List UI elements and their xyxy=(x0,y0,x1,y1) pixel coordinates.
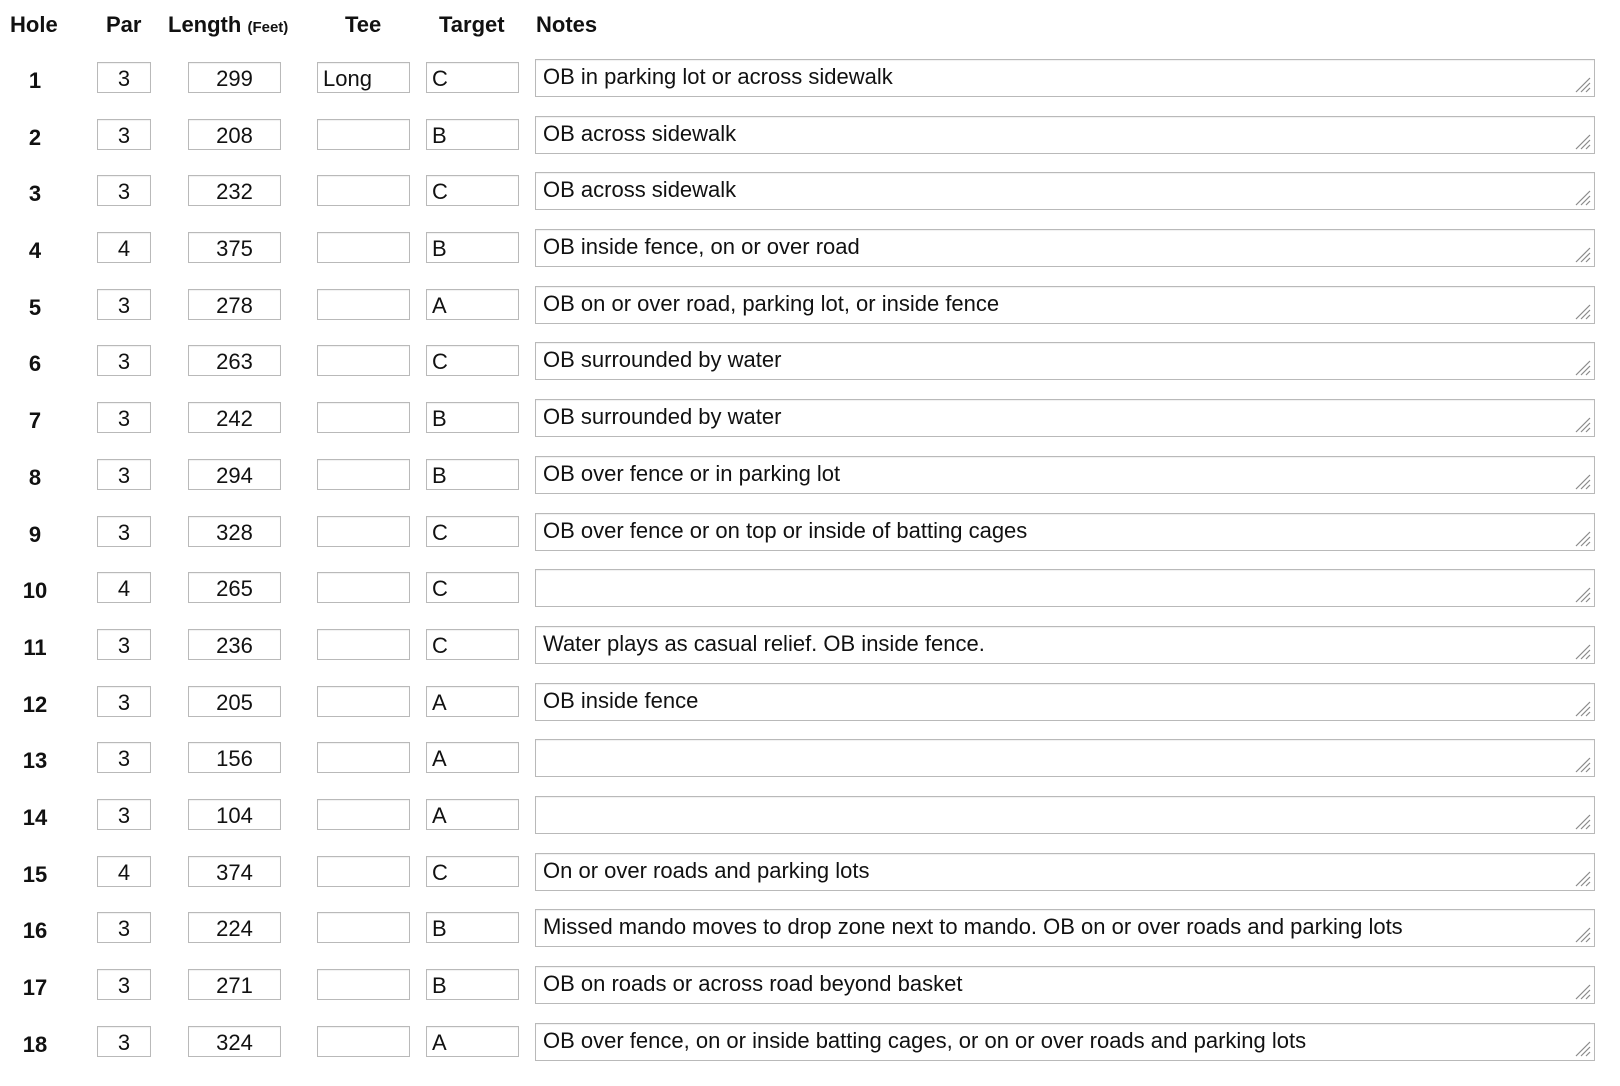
table-row xyxy=(0,506,1620,563)
tee-input[interactable] xyxy=(317,799,410,830)
resize-grip-icon[interactable] xyxy=(1573,472,1591,490)
header-length-unit: (Feet) xyxy=(247,19,289,36)
table-row xyxy=(0,222,1620,279)
par-input[interactable]: 3 xyxy=(97,459,151,490)
notes-textarea[interactable] xyxy=(535,626,1595,664)
tee-input[interactable] xyxy=(317,175,410,206)
target-input[interactable]: C xyxy=(426,62,519,93)
target-input[interactable]: C xyxy=(426,572,519,603)
table-row xyxy=(0,1016,1620,1073)
notes-textarea[interactable] xyxy=(535,796,1595,834)
table-row xyxy=(0,732,1620,789)
length-input[interactable]: 278 xyxy=(188,289,281,320)
target-input[interactable]: C xyxy=(426,856,519,887)
notes-textarea[interactable] xyxy=(535,399,1595,437)
tee-input[interactable] xyxy=(317,969,410,1000)
hole-rows xyxy=(0,52,1620,1072)
resize-grip-icon[interactable] xyxy=(1573,415,1591,433)
resize-grip-icon[interactable] xyxy=(1573,1039,1591,1057)
notes-text: Water plays as casual relief. OB inside fence. xyxy=(543,630,985,656)
table-row xyxy=(0,619,1620,676)
resize-grip-icon[interactable] xyxy=(1573,75,1591,93)
hole-number: 11 xyxy=(23,634,47,660)
target-input[interactable]: C xyxy=(426,175,519,206)
hole-number: 5 xyxy=(28,294,42,320)
length-input[interactable]: 271 xyxy=(188,969,281,1000)
par-input[interactable]: 3 xyxy=(97,289,151,320)
length-input[interactable]: 328 xyxy=(188,516,281,547)
resize-grip-icon[interactable] xyxy=(1573,358,1591,376)
notes-text: OB surrounded by water xyxy=(543,404,782,430)
hole-number: 12 xyxy=(22,691,48,717)
hole-number: 8 xyxy=(28,464,42,490)
notes-text: OB on roads or across road beyond basket xyxy=(543,971,963,996)
header-par: Par xyxy=(106,12,142,37)
length-input[interactable]: 232 xyxy=(188,175,281,206)
resize-grip-icon[interactable] xyxy=(1573,869,1591,887)
par-input[interactable]: 3 xyxy=(97,119,151,150)
par-input[interactable]: 3 xyxy=(97,345,151,376)
length-input[interactable]: 104 xyxy=(188,799,281,830)
notes-text: OB inside fence, on or over road xyxy=(543,234,860,260)
notes-text: Missed mando moves to drop zone next to mando. OB on or over roads and parking lots xyxy=(543,914,1403,940)
notes-textarea[interactable] xyxy=(535,966,1595,1004)
par-input[interactable]: 3 xyxy=(97,686,151,717)
notes-textarea[interactable] xyxy=(535,909,1595,947)
par-input[interactable]: 3 xyxy=(97,175,151,206)
notes-textarea[interactable] xyxy=(535,683,1595,721)
notes-textarea[interactable] xyxy=(535,229,1595,267)
tee-input[interactable] xyxy=(317,345,410,376)
tee-input[interactable] xyxy=(317,119,410,150)
target-input[interactable]: B xyxy=(426,402,519,433)
length-input[interactable]: 374 xyxy=(188,856,281,887)
notes-text: OB surrounded by water xyxy=(543,347,782,373)
tee-input[interactable]: Long xyxy=(317,62,410,93)
table-row xyxy=(0,902,1620,959)
table-row xyxy=(0,392,1620,449)
par-input[interactable]: 3 xyxy=(97,516,151,547)
resize-grip-icon[interactable] xyxy=(1573,755,1591,773)
table-row xyxy=(0,676,1620,733)
hole-number: 13 xyxy=(22,748,48,774)
length-input[interactable]: 205 xyxy=(188,686,281,717)
tee-input[interactable] xyxy=(317,289,410,320)
resize-grip-icon[interactable] xyxy=(1573,925,1591,943)
tee-input[interactable] xyxy=(317,856,410,887)
table-row xyxy=(0,52,1620,109)
target-input[interactable]: B xyxy=(426,912,519,943)
notes-textarea[interactable] xyxy=(535,59,1595,97)
notes-textarea[interactable] xyxy=(535,513,1595,551)
length-input[interactable]: 263 xyxy=(188,345,281,376)
notes-textarea[interactable] xyxy=(535,342,1595,380)
hole-number: 14 xyxy=(22,804,48,830)
header-length xyxy=(168,11,288,42)
target-input[interactable]: B xyxy=(426,969,519,1000)
hole-number: 6 xyxy=(28,351,42,377)
table-header xyxy=(0,0,1620,50)
resize-grip-icon[interactable] xyxy=(1573,585,1591,603)
resize-grip-icon[interactable] xyxy=(1573,699,1591,717)
notes-textarea[interactable] xyxy=(535,116,1595,154)
header-notes: Notes xyxy=(536,12,598,37)
par-input[interactable]: 3 xyxy=(97,62,151,93)
tee-input[interactable] xyxy=(317,516,410,547)
hole-number: 18 xyxy=(22,1031,48,1057)
header-target: Target xyxy=(439,12,505,37)
tee-input[interactable] xyxy=(317,572,410,603)
table-row xyxy=(0,165,1620,222)
length-input[interactable]: 156 xyxy=(188,742,281,773)
hole-number: 16 xyxy=(22,918,48,944)
tee-input[interactable] xyxy=(317,1026,410,1057)
table-row xyxy=(0,846,1620,903)
length-input[interactable]: 324 xyxy=(188,1026,281,1057)
notes-textarea[interactable] xyxy=(535,286,1595,324)
hole-number: 7 xyxy=(28,408,42,434)
notes-text: OB on or over road, parking lot, or inside fence xyxy=(543,290,1000,316)
resize-grip-icon[interactable] xyxy=(1573,812,1591,830)
par-input[interactable]: 4 xyxy=(97,232,151,263)
par-input[interactable]: 3 xyxy=(97,629,151,660)
notes-textarea[interactable] xyxy=(535,853,1595,891)
resize-grip-icon[interactable] xyxy=(1573,132,1591,150)
notes-textarea[interactable] xyxy=(535,569,1595,607)
target-input[interactable]: A xyxy=(426,799,519,830)
par-input[interactable]: 4 xyxy=(97,572,151,603)
notes-text: OB over fence or in parking lot xyxy=(543,460,841,486)
par-input[interactable]: 3 xyxy=(97,912,151,943)
length-input[interactable]: 242 xyxy=(188,402,281,433)
notes-text: OB over fence, on or inside batting cages, or on or over roads and parking lots xyxy=(543,1027,1307,1053)
resize-grip-icon[interactable] xyxy=(1573,529,1591,547)
notes-text: On or over roads and parking lots xyxy=(543,857,870,883)
table-row xyxy=(0,279,1620,336)
table-row xyxy=(0,335,1620,392)
hole-number: 17 xyxy=(22,975,48,1000)
table-row xyxy=(0,789,1620,846)
target-input[interactable]: A xyxy=(426,686,519,717)
hole-number: 4 xyxy=(28,238,42,264)
resize-grip-icon[interactable] xyxy=(1573,188,1591,206)
notes-textarea[interactable] xyxy=(535,1023,1595,1061)
notes-textarea[interactable] xyxy=(535,739,1595,777)
length-input[interactable]: 224 xyxy=(188,912,281,943)
length-input[interactable]: 375 xyxy=(188,232,281,263)
notes-text: OB across sidewalk xyxy=(543,177,737,203)
header-length-label: Length xyxy=(168,12,242,37)
target-input[interactable]: A xyxy=(426,742,519,773)
tee-input[interactable] xyxy=(317,232,410,263)
hole-number: 10 xyxy=(22,578,48,604)
tee-input[interactable] xyxy=(317,686,410,717)
tee-input[interactable] xyxy=(317,402,410,433)
notes-textarea[interactable] xyxy=(535,456,1595,494)
tee-input[interactable] xyxy=(317,912,410,943)
par-input[interactable]: 3 xyxy=(97,402,151,433)
header-hole: Hole xyxy=(10,12,58,37)
par-input[interactable]: 3 xyxy=(97,799,151,830)
target-input[interactable]: C xyxy=(426,629,519,660)
length-input[interactable]: 294 xyxy=(188,459,281,490)
par-input[interactable]: 4 xyxy=(97,856,151,887)
hole-number: 2 xyxy=(28,124,42,150)
par-input[interactable]: 3 xyxy=(97,969,151,1000)
target-input[interactable]: B xyxy=(426,232,519,263)
table-row xyxy=(0,959,1620,1016)
header-tee: Tee xyxy=(345,12,382,37)
target-input[interactable]: B xyxy=(426,459,519,490)
notes-textarea[interactable] xyxy=(535,172,1595,210)
notes-text: OB across sidewalk xyxy=(543,120,737,146)
hole-number: 15 xyxy=(22,861,48,887)
target-input[interactable]: A xyxy=(426,1026,519,1057)
tee-input[interactable] xyxy=(317,629,410,660)
table-row xyxy=(0,109,1620,166)
table-row xyxy=(0,449,1620,506)
notes-text: OB in parking lot or across sidewalk xyxy=(543,64,893,89)
length-input[interactable]: 265 xyxy=(188,572,281,603)
target-input[interactable]: B xyxy=(426,119,519,150)
length-input[interactable]: 208 xyxy=(188,119,281,150)
table-row xyxy=(0,562,1620,619)
par-input[interactable]: 3 xyxy=(97,742,151,773)
tee-input[interactable] xyxy=(317,742,410,773)
hole-number: 3 xyxy=(28,181,42,207)
hole-number: 1 xyxy=(28,68,42,93)
length-input[interactable]: 236 xyxy=(188,629,281,660)
target-input[interactable]: C xyxy=(426,516,519,547)
target-input[interactable]: C xyxy=(426,345,519,376)
notes-text: OB inside fence xyxy=(543,687,699,713)
tee-input[interactable] xyxy=(317,459,410,490)
resize-grip-icon[interactable] xyxy=(1573,245,1591,263)
length-input[interactable]: 299 xyxy=(188,62,281,93)
notes-text: OB over fence or on top or inside of batting cages xyxy=(543,517,1028,543)
resize-grip-icon[interactable] xyxy=(1573,982,1591,1000)
target-input[interactable]: A xyxy=(426,289,519,320)
par-input[interactable]: 3 xyxy=(97,1026,151,1057)
hole-number: 9 xyxy=(28,521,42,547)
resize-grip-icon[interactable] xyxy=(1573,302,1591,320)
resize-grip-icon[interactable] xyxy=(1573,642,1591,660)
